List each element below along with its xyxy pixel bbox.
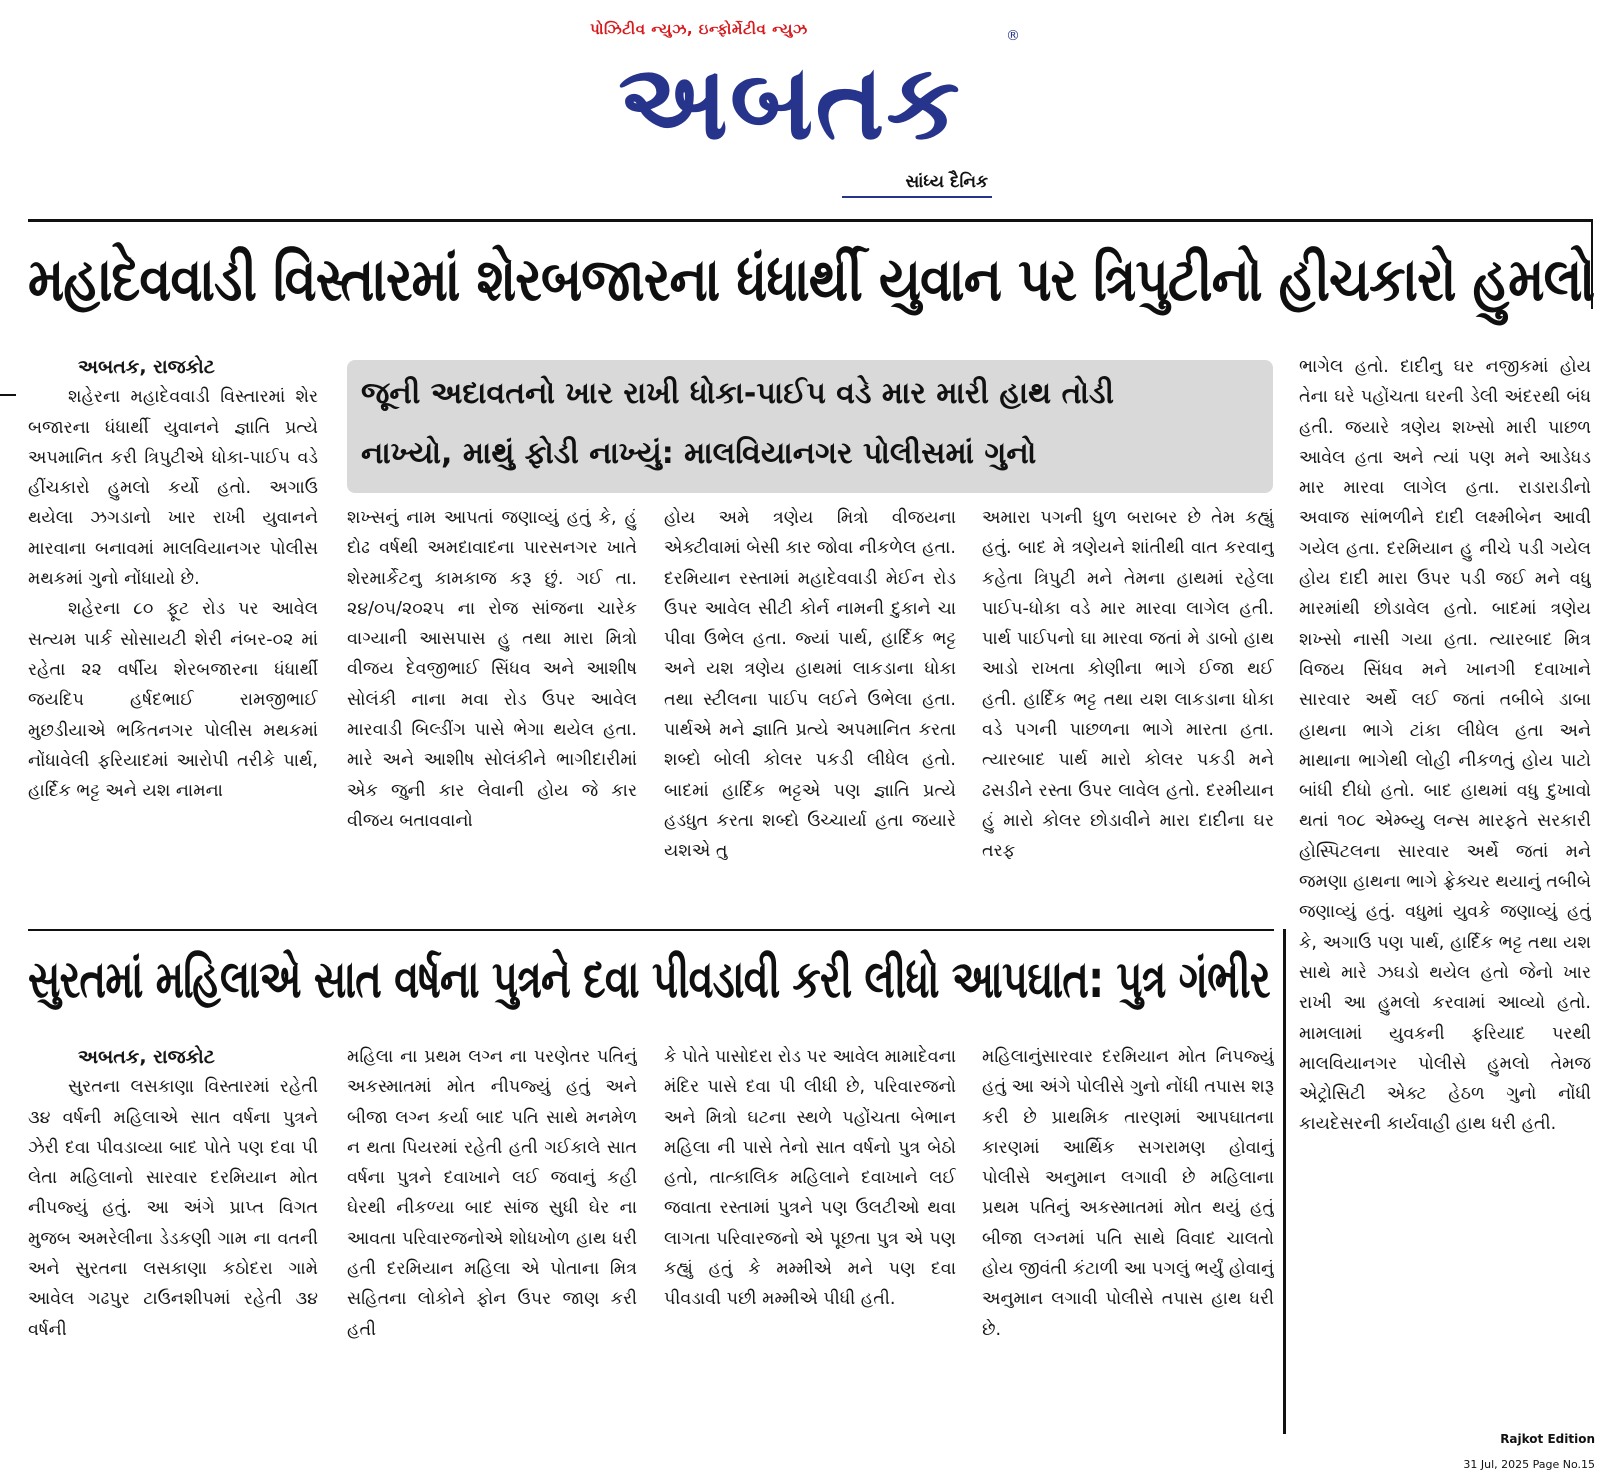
- story2-column-3: [664, 1042, 956, 1422]
- column-divider: [1283, 929, 1286, 1434]
- story1-column-4: [982, 503, 1274, 921]
- story1-subhead-box: [347, 360, 1273, 493]
- story1-column-5: [1299, 352, 1591, 1422]
- masthead-edition-type: સાંધ્ય દૈનિક: [905, 172, 988, 192]
- story2-column-4: [982, 1042, 1274, 1422]
- story2-column-1-text: સુરતના લસકાણા વિસ્તારમાં રહેતી ૩૪ વર્ષની મહિલાએ સાત વર્ષના પુત્રને ઝેરી દવા પીવડાવ્યા બાદ પોતે પણ દવા પી લેતા મહિલાનો સારવાર દરમિયાન મોત નીપજ્યું હતું. આ અંગે પ્રાપ્ત વિગત મુજબ અમરેલીના ડેડકણી ગામ ના વતની અને સુરતના લસકાણા કઠોદરા ગામે આવેલ ગઢપુર ટાઉનશીપમાં રહેતી ૩૪ વર્ષની: [28, 1077, 318, 1340]
- story2-column-1: [28, 1042, 318, 1422]
- story1-column-3-text: હોય અમે ત્રણેય મિત્રો વીજયના એક્ટીવામાં બેસી કાર જોવા નીકળેલ હતા. દરમિયાન રસ્તામાં મહાદેવવાડી મેઈન રોડ ઉપર આવેલ સીટી કોર્ન નામની દુકાને ચા પીવા ઉભેલ હતા. જ્યાં પાર્થ, હાર્દિક ભટ્ટ અને યશ ત્રણેય હાથમાં લાકડાના ધોકા તથા સ્ટીલના પાઈપ લઈને ઉભેલા હતા. પાર્થએ મને જ્ઞાતિ પ્રત્યે અપમાનિત કરતા શબ્દો બોલી કોલર પકડી લીધેલ હતો. બાદમાં હાર્દિક ભટ્ટએ પણ જ્ઞાતિ પ્રત્યે હડધુત કરતા શબ્દો ઉચ્ચાર્યા હતા જયારે યશએ તુ: [664, 508, 956, 862]
- story1-column-5-text: ભાગેલ હતો. દાદીનુ ઘર નજીકમાં હોય તેના ઘરે પહોંચતા ઘરની ડેલી અંદરથી બંધ હતી. જયારે ત્રણેય શખ્સો મારી પાછળ આવેલ હતા અને ત્યાં પણ મને આડેધડ માર મારવા લાગેલ હતા. રાડારાડીનો અવાજ સાંભળીને દાદી લક્ષ્મીબેન આવી ગયેલ હતા. દરમિયાન હુ નીચે પડી ગયેલ હોય દાદી મારા ઉપર પડી જઈ મને વધુ મારમાંથી છોડાવેલ હતો. બાદમાં ત્રણેય શખ્સો નાસી ગયા હતા. ત્યારબાદ મિત્ર વિજય સિંધવ મને ખાનગી દવાખાને સારવાર અર્થે લઈ જતાં તબીબે ડાબા હાથના ભાગે ટાંકા લીધેલ હતા અને માથાના ભાગેથી લોહી નીકળતું હોય પાટો બાંધી દીધો હતો. બાદ હાથમાં વધુ દુખાવો થતાં ૧૦૮ એમ્બ્યુ લન્સ મારફતે સરકારી હોસ્પિટલના સારવાર અર્થે જતાં મને જમણા હાથના ભાગે ફ્રેક્ચર થયાનું તબીબે જણાવ્યું હતું. વધુમાં યુવકે જણાવ્યું હતું કે, અગાઉ પણ પાર્થ, હાર્દિક ભટ્ટ તથા યશ સાથે મારે ઝઘડો થયેલ હતો જેનો ખાર રાખી આ હુમલો કરવામાં આવ્યો હતો. મામલામાં યુવકની ફરિયાદ પરથી માલવિયાનગર પોલીસે હુમલો તેમજ એટ્રોસિટી એક્ટ હેઠળ ગુનો નોંધી કાયદેસરની કાર્યવાહી હાથ ધરી હતી.: [1299, 357, 1591, 1135]
- masthead-underline: [842, 196, 992, 198]
- story2-column-2: [347, 1042, 637, 1422]
- story1-paragraph-1: શહેરના મહાદેવવાડી વિસ્તારમાં શેર બજારના ધંધાર્થી યુવાનને જ્ઞાતિ પ્રત્યે અપમાનિત કરી ત્રિપુટીએ ધોકા-પાઈપ વડે હીંચકારો હુમલો કર્યો હતો. અગાઉ થયેલા ઝગડાનો ખાર રાખી યુવાનને મારવાના બનાવમાં માલવિયાનગર પોલીસ મથકમાં ગુનો નોંધાયો છે.: [28, 387, 318, 590]
- story1-column-2: [347, 503, 637, 921]
- footer-edition: Rajkot Edition: [1500, 1432, 1595, 1446]
- story1-column-1: [28, 352, 318, 920]
- story-divider: [28, 929, 1274, 931]
- masthead-tagline: પોઝિટીવ ન્યુઝ, ઇન્ફોર્મેટીવ ન્યુઝ: [590, 20, 808, 38]
- story1-column-3: [664, 503, 956, 921]
- story1-headline: મહાદેવવાડી વિસ્તારમાં શેરબજારના ધંધાર્થી યુવાન પર ત્રિપુટીનો હીચકારો હુમલો: [28, 245, 1595, 315]
- story2-column-2-text: મહિલા ના પ્રથમ લગ્ન ના પરણેતર પતિનું અકસ્માતમાં મોત નીપજ્યું હતું અને બીજા લગ્ન કર્યા બાદ પતિ સાથે મનમેળ ન થતા પિયરમાં રહેતી હતી ગઈકાલે સાત વર્ષના પુત્રને દવાખાને લઈ જવાનું કહી ઘેરથી નીકળ્યા બાદ સાંજ સુધી ઘેર ના આવતા પરિવારજનોએ શોધખોળ હાથ ધરી હતી દરમિયાન મહિલા એ પોતાના મિત્ર સહિતના લોકોને ફોન ઉપર જાણ કરી હતી: [347, 1047, 637, 1340]
- story2-headline: સુરતમાં મહિલાએ સાત વર્ષના પુત્રને દવા પીવડાવી કરી લીધો આપઘાત: પુત્ર ગંભીર: [28, 950, 1270, 1010]
- footer-date-page: 31 Jul, 2025 Page No.15: [1463, 1458, 1595, 1471]
- top-divider: [28, 219, 1592, 222]
- masthead: [560, 14, 1020, 204]
- masthead-logo: અબતક: [618, 41, 962, 163]
- story1-dateline: અબતક, રાજકોટ: [78, 356, 215, 378]
- margin-tick: [0, 394, 16, 396]
- registered-mark: ®: [1006, 28, 1020, 44]
- story1-column-2-text: શખ્સનું નામ આપતાં જણાવ્યું હતું કે, હું દોઢ વર્ષથી અમદાવાદના પારસનગર ખાતે શેરમાર્કેટનુ કામકાજ કરૂ છું. ગઈ તા. ૨૪/૦૫/૨૦૨૫ ના રોજ સાંજના ચારેક વાગ્યાની આસપાસ હુ તથા મારા મિત્રો વીજય દેવજીભાઈ સિંધવ અને આશીષ સોલંકી નાના મવા રોડ ઉપર આવેલ મારવાડી બિલ્ડીંગ પાસે ભેગા થયેલ હતા. મારે અને આશીષ સોલંકીને ભાગીદારીમાં એક જુની કાર લેવાની હોય જે કાર વીજય બતાવવાનો: [347, 508, 637, 831]
- story2-dateline: અબતક, રાજકોટ: [78, 1046, 215, 1068]
- story1-paragraph-2: શહેરના ૮૦ ફૂટ રોડ પર આવેલ સત્યમ પાર્ક સોસાયટી શેરી નંબર-૦૨ માં રહેતા ૨૨ વર્ષીય શેરબજારના ધંધાર્થી જયદિપ હર્ષદભાઈ રામજીભાઈ મુછડીયાએ ભકિતનગર પોલીસ મથકમાં નોંધાવેલી ફરિયાદમાં આરોપી તરીકે પાર્થ, હાર્દિક ભટ્ટ અને યશ નામના: [28, 599, 318, 802]
- story1-subhead-line1: જૂની અદાવતનો ખાર રાખી ધોકા-પાઈપ વડે માર મારી હાથ તોડી: [361, 376, 1115, 411]
- story2-column-4-text: મહિલાનુંસારવાર દરમિયાન મોત નિપજ્યું હતું આ અંગે પોલીસે ગુનો નોંધી તપાસ શરૂ કરી છે પ્રાથમિક તારણમાં આપઘાતના કારણમાં આર્થિક સગરામણ હોવાનું પોલીસે અનુમાન લગાવી છે મહિલાના પ્રથમ પતિનું અકસ્માતમાં મોત થયું હતું બીજા લગ્નમાં પતિ સાથે વિવાદ ચાલતો હોય જીવંતી કંટાળી આ પગલું ભર્યું હોવાનું અનુમાન લગાવી પોલીસે તપાસ હાથ ધરી છે.: [982, 1047, 1274, 1340]
- story1-subhead-line2: નાખ્યો, માથું ફોડી નાખ્યું: માલવિયાનગર પોલીસમાં ગુનો: [361, 436, 1037, 471]
- story1-column-4-text: અમારા પગની ધુળ બરાબર છે તેમ કહ્યું હતું. બાદ મે ત્રણેયને શાંતીથી વાત કરવાનુ કહેતા ત્રિપુટી મને તેમના હાથમાં રહેલા પાઈપ-ધોકા વડે માર મારવા લાગેલ હતી. પાર્થ પાઈપનો ઘા મારવા જતાં મે ડાબો હાથ આડો રાખતા કોણીના ભાગે ઈજા થઈ હતી. હાર્દિક ભટ્ટ તથા યશ લાકડાના ધોકા વડે પગની પાછળના ભાગે મારતા હતા. ત્યારબાદ પાર્થ મારો કોલર પકડી મને ઢસડીને રસ્તા ઉપર લાવેલ હતો. દરમીયાન હું મારો કોલર છોડાવીને મારા દાદીના ઘર તરફ: [982, 508, 1274, 862]
- story2-column-3-text: કે પોતે પાસોદરા રોડ પર આવેલ મામાદેવના મંદિર પાસે દવા પી લીધી છે, પરિવારજનો અને મિત્રો ઘટના સ્થળે પહોંચતા બેભાન મહિલા ની પાસે તેનો સાત વર્ષનો પુત્ર બેઠો હતો, તાત્કાલિક મહિલાને દવાખાને લઈ જવાતા રસ્તામાં પુત્રને પણ ઉલટીઓ થવા લાગતા પરિવારજનો એ પૂછતા પુત્ર એ પણ કહ્યું હતું કે મમ્મીએ મને પણ દવા પીવડાવી પછી મમ્મીએ પીધી હતી.: [664, 1047, 956, 1310]
